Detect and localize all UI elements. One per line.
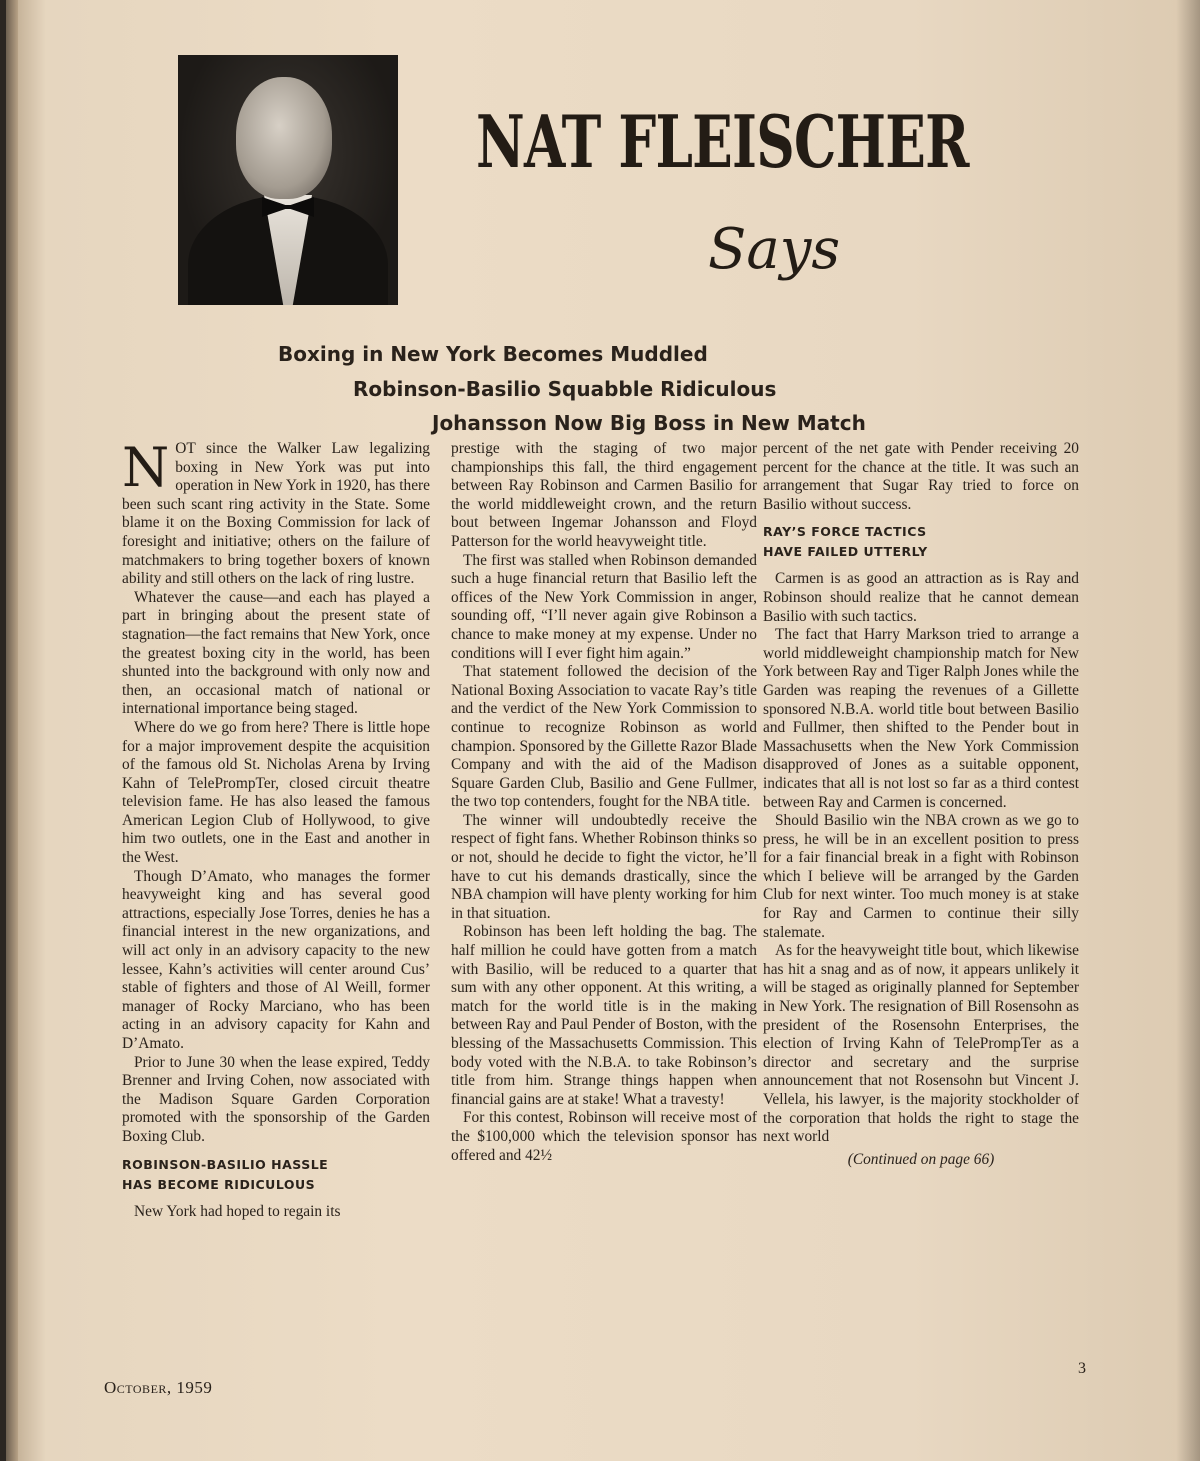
paragraph: Though D’Amato, who manages the former heavyweight king and has several good attractions, especially Jose Torres, denies he has a financial interest in the new organizations, and will act only in an advisory capacity to the new lessee, Kahn’s activities will center around Cus’ stable of fighters and those of Al Weill, former manager of Rocky Marciano, who has been acting in an advisory capacity for Kahn and D’Amato.	[122, 867, 430, 1052]
paragraph: Whatever the cause—and each has played a part in bringing about the present state of stagnation—the fact remains that New York, once the greatest boxing city in the world, has been shunted into the background with only now and then, an occasional match of national or international importance being staged.	[122, 588, 430, 718]
issue-date: October, 1959	[104, 1378, 213, 1397]
paragraph: percent of the net gate with Pender receiving 20 percent for the chance at the title. It was such an arrangement that Sugar Ray tried to force on Basilio without success.	[763, 440, 1079, 513]
paragraph: Robinson has been left holding the bag. The half million he could have gotten from a match with Basilio, will be reduced to a quarter that sum with any other opponent. At this writing, a match for the world title is in the making between Ray and Paul Pender of Boston, with the blessing of the Massachusetts Commission. This body voted with the N.B.A. to take Robinson’s title from him. Strange things happen when financial gains are at stake! What a travesty!	[451, 923, 757, 1108]
paragraph: New York had hoped to regain its	[134, 1202, 341, 1220]
paragraph: The winner will undoubtedly receive the respect of fight fans. Whether Robinson thinks so or not, should he decide to fight the victor, he’ll have to cut his demands drastically, since the NBA champion will have plenty working for him in that situation.	[451, 811, 757, 922]
subheading	[122, 1155, 430, 1195]
headline-1: Boxing in New York Becomes Muddled	[278, 342, 708, 366]
paragraph: prestige with the staging of two major championships this fall, the third engagement between Ray Robinson and Carmen Basilio for the world middleweight crown, and the return bout between Ingemar Johansson and Floyd Patterson for the world heavyweight title.	[451, 440, 757, 550]
subheading-line-2: HAVE FAILED UTTERLY	[763, 544, 928, 560]
paragraph: NOT since the Walker Law legalizing boxing in New York was put into operation in New York in 1920, has there been such scant ring activity in the State. Some blame it on the Boxing Commission for lack of foresight and initiative; others on the failure of matchmakers to bring together boxers of known ability and still others on the lack of ring lustre.	[122, 436, 430, 588]
headline-2: Robinson-Basilio Squabble Ridiculous	[353, 377, 777, 401]
page-number: 3	[1078, 1360, 1086, 1377]
subheading-line-1: ROBINSON-BASILIO HASSLE	[122, 1156, 329, 1172]
subheading-line-2: HAS BECOME RIDICULOUS	[122, 1176, 316, 1192]
paragraph: Should Basilio win the NBA crown as we go to press, he will be in an excellent position to press for a fair financial break in a fight with Robinson which I believe will be arranged by the Garden Club for next winter. Too much money is at stake for Ray and Carmen to continue their silly stalemate.	[763, 812, 1079, 941]
article-column-2	[451, 440, 757, 1165]
page-edge-shadow	[1176, 0, 1200, 1461]
column-title-says: Says	[708, 217, 841, 282]
article-column-1	[122, 436, 430, 1221]
magazine-page	[6, 0, 1200, 1461]
subheading-line-1: RAY’S FORCE TACTICS	[763, 524, 927, 540]
column-title: NAT FLEISCHER	[476, 99, 969, 184]
article-column-3	[763, 440, 1079, 1169]
paragraph: Where do we go from here? There is little hope for a major improvement despite the acquisition of the famous old St. Nicholas Arena by Irving Kahn of TelePrompTer, closed circuit theatre television fame. He has also leased the famous American Legion Club of Hollywood, to give him two outlets, one in the East and another in the West.	[122, 718, 430, 867]
headline-3: Johansson Now Big Boss in New Match	[432, 411, 866, 435]
continued-note: (Continued on page 66)	[847, 1150, 995, 1168]
drop-cap: N	[122, 436, 170, 499]
paragraph: As for the heavyweight title bout, which likewise has hit a snag and as of now, it appears unlikely it will be staged as originally planned for September in New York. The resignation of Bill Rosensohn as president of the Rosensohn Enterprises, the election of Irving Kahn of TelePrompTer as a director and secretary and the surprise announcement that not Rosensohn but Vincent J. Vellela, his lawyer, is the majority stockholder of the corporation that holds the right to stage the next world	[763, 942, 1079, 1146]
paragraph: The fact that Harry Markson tried to arrange a world middleweight championship match for New York between Ray and Tiger Ralph Jones while the Garden was reaping the revenues of a Gillette sponsored N.B.A. world title bout between Basilio and Fullmer, then shifted to the Pender bout in Massachusetts when the New York Commission disapproved of Jones as a suitable opponent, indicates that all is not lost so far as a third contest between Ray and Carmen is concerned.	[763, 626, 1079, 811]
portrait-head	[236, 77, 332, 199]
paragraph: Prior to June 30 when the lease expired, Teddy Brenner and Irving Cohen, now associated with the Madison Square Garden Corporation promoted with the sponsorship of the Garden Boxing Club.	[122, 1053, 430, 1145]
paragraph: That statement followed the decision of the National Boxing Association to vacate Ray’s title and the verdict of the New York Commission to continue to recognize Robinson as world champion. Sponsored by the Gillette Razor Blade Company and with the aid of the Madison Square Garden Club, Basilio and Gene Fullmer, the two top contenders, fought for the NBA title.	[451, 663, 757, 811]
page-spine	[6, 0, 18, 1461]
paragraph: For this contest, Robinson will receive most of the $100,000 which the television sponsor has offered and 42½	[451, 1109, 757, 1164]
paragraph: Carmen is as good an attraction as is Ray and Robinson should realize that he cannot demean Basilio with such tactics.	[763, 570, 1079, 625]
subheading	[763, 522, 1079, 562]
paragraph: The first was stalled when Robinson demanded such a huge financial return that Basilio left the offices of the New York Commission in anger, sounding off, “I’ll never again give Robinson a chance to make money at my expense. Under no conditions will I ever fight him again.”	[451, 551, 757, 662]
author-portrait-photo	[178, 55, 398, 305]
